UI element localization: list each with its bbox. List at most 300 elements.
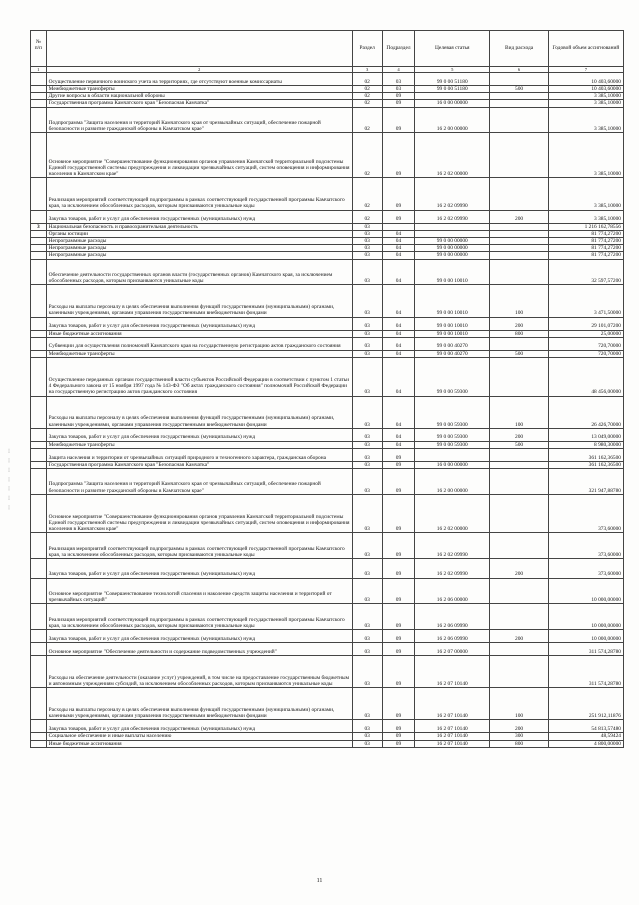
row-name-cell: Закупка товаров, работ и услуг для обеспечения государственных (муниципальных) нужд: [46, 559, 352, 578]
header-num: № п/п: [31, 31, 47, 67]
row-podrazdel-cell: 09: [382, 740, 414, 747]
table-row: [31, 73, 624, 86]
row-vr-cell: [490, 578, 548, 604]
row-sum-cell: 81 774,27200: [548, 230, 623, 237]
row-name-cell: Иные бюджетные ассигнования: [46, 740, 352, 747]
row-number-cell: [31, 259, 47, 285]
row-cst-cell: 99 0 00 59300: [415, 428, 490, 441]
table-row: [31, 210, 624, 223]
row-vr-cell: [490, 230, 548, 237]
row-cst-cell: 99 0 00 51180: [415, 85, 490, 92]
header-razdel: Раздел: [352, 31, 382, 67]
row-podrazdel-cell: 09: [382, 468, 414, 494]
row-podrazdel-cell: 04: [382, 252, 414, 259]
table-row: [31, 100, 624, 107]
row-number-cell: [31, 85, 47, 92]
row-razdel-cell: 03: [352, 357, 382, 396]
row-razdel-cell: 03: [352, 285, 382, 317]
row-cst-cell: 16 2 02 00000: [415, 494, 490, 533]
table-row: [31, 461, 624, 468]
row-name-cell: Расходы на выплаты персоналу в целях обеспечения выполнения функций государственными (муниципальными) органами, казенными учреждениями, органами управления государственными внебюджетными фондами: [46, 285, 352, 317]
row-razdel-cell: 03: [352, 733, 382, 740]
row-vr-cell: 100: [490, 396, 548, 428]
row-podrazdel-cell: 09: [382, 733, 414, 740]
row-vr-cell: [490, 533, 548, 559]
table-row: [31, 733, 624, 740]
row-sum-cell: 8 980,30000: [548, 441, 623, 448]
table-row: [31, 223, 624, 230]
table-row: [31, 252, 624, 259]
row-vr-cell: 200: [490, 210, 548, 223]
column-index: 5: [415, 67, 490, 73]
row-cst-cell: 16 2 02 00000: [415, 133, 490, 178]
row-cst-cell: 99 0 00 51180: [415, 73, 490, 86]
table-row: [31, 441, 624, 448]
row-podrazdel-cell: 09: [382, 107, 414, 133]
row-razdel-cell: 03: [352, 396, 382, 428]
row-vr-cell: [490, 223, 548, 230]
table-row: [31, 428, 624, 441]
row-cst-cell: 99 0 00 59300: [415, 396, 490, 428]
row-cst-cell: 99 0 00 59300: [415, 441, 490, 448]
table-row: [31, 740, 624, 747]
table-row: [31, 604, 624, 630]
header-podrazdel: Подраздел: [382, 31, 414, 67]
row-podrazdel-cell: 03: [382, 85, 414, 92]
table-row: [31, 259, 624, 285]
row-podrazdel-cell: 04: [382, 396, 414, 428]
row-sum-cell: 32 597,57200: [548, 259, 623, 285]
row-cst-cell: 99 0 00 10010: [415, 317, 490, 330]
row-number-cell: [31, 733, 47, 740]
row-podrazdel-cell: 04: [382, 237, 414, 244]
row-vr-cell: [490, 655, 548, 687]
row-cst-cell: 99 0 00 10010: [415, 259, 490, 285]
row-number-cell: [31, 350, 47, 357]
row-vr-cell: [490, 178, 548, 210]
row-razdel-cell: 03: [352, 448, 382, 461]
row-vr-cell: [490, 73, 548, 86]
row-name-cell: Закупка товаров, работ и услуг для обеспечения государственных (муниципальных) нужд: [46, 317, 352, 330]
row-sum-cell: 3 385,10000: [548, 210, 623, 223]
row-vr-cell: [490, 237, 548, 244]
row-name-cell: Расходы на обеспечение деятельности (оказание услуг) учреждений, в том числе на предоставление государственным бюджетным и автономным учреждениям субсидий, за исключением обособленных расходов, которым присваиваются уникальные коды: [46, 655, 352, 687]
row-razdel-cell: 03: [352, 337, 382, 350]
row-number-cell: 3: [31, 223, 47, 230]
row-podrazdel-cell: 04: [382, 350, 414, 357]
row-podrazdel-cell: 09: [382, 494, 414, 533]
row-cst-cell: [415, 93, 490, 100]
row-vr-cell: [490, 448, 548, 461]
row-number-cell: [31, 494, 47, 533]
row-name-cell: Обеспечение деятельности государственных органов власти (государственных органов) Камчатского края, за исключением обособленных расходов, которым присваиваются уникальные коды: [46, 259, 352, 285]
header-vr: Вид расхода: [490, 31, 548, 67]
row-sum-cell: 81 774,27200: [548, 237, 623, 244]
row-number-cell: [31, 720, 47, 733]
budget-table-body: [31, 73, 624, 748]
row-name-cell: Закупка товаров, работ и услуг для обеспечения государственных (муниципальных) нужд: [46, 630, 352, 643]
table-header-row: [31, 31, 624, 67]
header-sum: Годовой объем ассигнований: [548, 31, 623, 67]
row-razdel-cell: 03: [352, 252, 382, 259]
row-number-cell: [31, 396, 47, 428]
row-podrazdel-cell: 09: [382, 448, 414, 461]
row-name-cell: Основное мероприятие "Совершенствование функционирования органов управления Камчатской территориальной подсистемы Единой государственной системы предупреждения и ликвидации чрезвычайных ситуаций, систем оповещения и информирования населения в Камчатском крае": [46, 133, 352, 178]
table-row: [31, 230, 624, 237]
row-name-cell: Межбюджетные трансферты: [46, 441, 352, 448]
row-name-cell: Непрограммные расходы: [46, 237, 352, 244]
row-podrazdel-cell: 09: [382, 630, 414, 643]
row-podrazdel-cell: 04: [382, 330, 414, 337]
row-name-cell: Непрограммные расходы: [46, 245, 352, 252]
row-sum-cell: 48,59424: [548, 733, 623, 740]
row-name-cell: Основное мероприятие "Обеспечение деятельности и содержание подведомственных учреждений": [46, 643, 352, 656]
row-name-cell: Национальная безопасность и правоохранительная деятельность: [46, 223, 352, 230]
row-number-cell: [31, 93, 47, 100]
row-podrazdel-cell: 09: [382, 533, 414, 559]
row-cst-cell: 16 2 06 09990: [415, 604, 490, 630]
row-podrazdel-cell: 09: [382, 720, 414, 733]
row-cst-cell: 99 0 00 40270: [415, 350, 490, 357]
row-razdel-cell: 03: [352, 317, 382, 330]
table-row: [31, 237, 624, 244]
row-sum-cell: 4 800,00000: [548, 740, 623, 747]
column-index: 3: [352, 67, 382, 73]
row-name-cell: Другие вопросы в области национальной обороны: [46, 93, 352, 100]
row-cst-cell: 16 2 02 09990: [415, 178, 490, 210]
row-cst-cell: 16 2 02 09990: [415, 210, 490, 223]
row-vr-cell: [490, 604, 548, 630]
row-cst-cell: 99 0 00 10010: [415, 330, 490, 337]
row-sum-cell: 81 774,27200: [548, 252, 623, 259]
row-number-cell: [31, 630, 47, 643]
row-name-cell: Закупка товаров, работ и услуг для обеспечения государственных (муниципальных) нужд: [46, 720, 352, 733]
row-razdel-cell: 03: [352, 461, 382, 468]
row-razdel-cell: 03: [352, 350, 382, 357]
row-vr-cell: 100: [490, 285, 548, 317]
row-vr-cell: [490, 357, 548, 396]
row-cst-cell: 99 0 00 00000: [415, 252, 490, 259]
row-cst-cell: 16 2 00 00000: [415, 107, 490, 133]
row-number-cell: [31, 230, 47, 237]
row-vr-cell: [490, 494, 548, 533]
row-vr-cell: 500: [490, 85, 548, 92]
table-row: [31, 578, 624, 604]
row-vr-cell: 200: [490, 720, 548, 733]
row-razdel-cell: 02: [352, 93, 382, 100]
column-index: 7: [548, 67, 623, 73]
row-number-cell: [31, 448, 47, 461]
row-razdel-cell: 03: [352, 533, 382, 559]
row-name-cell: Реализация мероприятий соответствующей подпрограммы в рамках соответствующей государственной программы Камчатского края, за исключением обособленных расходов, которым присваиваются уникальные коды: [46, 178, 352, 210]
column-index: 1: [31, 67, 47, 73]
row-sum-cell: 311 574,28780: [548, 655, 623, 687]
table-row: [31, 93, 624, 100]
row-vr-cell: 500: [490, 350, 548, 357]
row-podrazdel-cell: 04: [382, 357, 414, 396]
row-razdel-cell: 02: [352, 85, 382, 92]
row-name-cell: Расходы на выплаты персоналу в целях обеспечения выполнения функций государственными (муниципальными) органами, казенными учреждениями, органами управления государственными внебюджетными фондами: [46, 396, 352, 428]
row-sum-cell: 720,70000: [548, 337, 623, 350]
row-number-cell: [31, 100, 47, 107]
row-cst-cell: 99 0 00 59300: [415, 357, 490, 396]
row-vr-cell: 300: [490, 733, 548, 740]
row-podrazdel-cell: 09: [382, 178, 414, 210]
row-sum-cell: 10 000,00000: [548, 630, 623, 643]
table-row: [31, 317, 624, 330]
row-number-cell: [31, 461, 47, 468]
row-razdel-cell: 03: [352, 245, 382, 252]
column-index: 4: [382, 67, 414, 73]
row-razdel-cell: 03: [352, 655, 382, 687]
row-podrazdel-cell: 09: [382, 578, 414, 604]
row-razdel-cell: 02: [352, 100, 382, 107]
row-number-cell: [31, 559, 47, 578]
table-row: [31, 396, 624, 428]
row-razdel-cell: 03: [352, 259, 382, 285]
row-podrazdel-cell: 09: [382, 133, 414, 178]
row-razdel-cell: 03: [352, 441, 382, 448]
row-razdel-cell: 03: [352, 688, 382, 720]
row-cst-cell: 16 2 07 00000: [415, 643, 490, 656]
header-cst: Целевая статья: [415, 31, 490, 67]
row-podrazdel-cell: 04: [382, 317, 414, 330]
column-index: 2: [46, 67, 352, 73]
row-name-cell: Закупка товаров, работ и услуг для обеспечения государственных (муниципальных) нужд: [46, 428, 352, 441]
row-razdel-cell: 02: [352, 210, 382, 223]
table-row: [31, 559, 624, 578]
table-row: [31, 688, 624, 720]
row-vr-cell: [490, 133, 548, 178]
row-sum-cell: 13 049,00000: [548, 428, 623, 441]
row-number-cell: [31, 107, 47, 133]
row-name-cell: Межбюджетные трансферты: [46, 350, 352, 357]
row-number-cell: [31, 428, 47, 441]
row-sum-cell: 48 456,00000: [548, 357, 623, 396]
table-row: [31, 245, 624, 252]
table-row: [31, 533, 624, 559]
row-cst-cell: 99 0 00 40270: [415, 337, 490, 350]
table-row: [31, 630, 624, 643]
row-cst-cell: 16 2 00 00000: [415, 468, 490, 494]
row-number-cell: [31, 285, 47, 317]
row-number-cell: [31, 337, 47, 350]
row-vr-cell: 200: [490, 428, 548, 441]
row-podrazdel-cell: 04: [382, 230, 414, 237]
row-number-cell: [31, 533, 47, 559]
row-razdel-cell: 03: [352, 230, 382, 237]
row-name-cell: Органы юстиции: [46, 230, 352, 237]
row-sum-cell: 25,00000: [548, 330, 623, 337]
row-podrazdel-cell: [382, 223, 414, 230]
row-vr-cell: 100: [490, 688, 548, 720]
row-sum-cell: 373,60000: [548, 533, 623, 559]
row-podrazdel-cell: 04: [382, 245, 414, 252]
row-name-cell: Социальное обеспечение и иные выплаты населению: [46, 733, 352, 740]
row-razdel-cell: 03: [352, 578, 382, 604]
row-sum-cell: 361 162,36500: [548, 461, 623, 468]
row-sum-cell: 10 000,00000: [548, 578, 623, 604]
row-sum-cell: 311 574,28780: [548, 643, 623, 656]
table-row: [31, 337, 624, 350]
table-row: [31, 643, 624, 656]
row-number-cell: [31, 73, 47, 86]
row-cst-cell: 16 2 07 10140: [415, 740, 490, 747]
row-name-cell: Иные бюджетные ассигнования: [46, 330, 352, 337]
table-row: [31, 330, 624, 337]
row-name-cell: Расходы на выплаты персоналу в целях обеспечения выполнения функций государственными (муниципальными) органами, казенными учреждениями, органами управления государственными внебюджетными фондами: [46, 688, 352, 720]
table-row: [31, 494, 624, 533]
row-number-cell: [31, 330, 47, 337]
row-sum-cell: 373,60000: [548, 559, 623, 578]
row-razdel-cell: 03: [352, 604, 382, 630]
row-razdel-cell: 02: [352, 73, 382, 86]
row-razdel-cell: 03: [352, 494, 382, 533]
row-podrazdel-cell: 09: [382, 655, 414, 687]
row-name-cell: Основное мероприятие "Совершенствование функционирования органов управления Камчатской территориальной подсистемы Единой государственной системы предупреждения и ликвидации чрезвычайных ситуаций, систем оповещения и информирования населения в Камчатском крае": [46, 494, 352, 533]
faded-margin-stamp: ▯ ▯ ▯ ▯ ▯ ▯ ▯: [6, 446, 12, 510]
row-cst-cell: 16 2 06 09990: [415, 630, 490, 643]
row-sum-cell: 10 000,00000: [548, 604, 623, 630]
row-razdel-cell: 03: [352, 428, 382, 441]
row-podrazdel-cell: 03: [382, 73, 414, 86]
row-number-cell: [31, 133, 47, 178]
row-sum-cell: 10 403,60000: [548, 85, 623, 92]
row-name-cell: Реализация мероприятий соответствующей подпрограммы в рамках соответствующей государственной программы Камчатского края, за исключением обособленных расходов, которым присваиваются уникальные коды: [46, 533, 352, 559]
row-vr-cell: [490, 461, 548, 468]
row-name-cell: Подпрограмма "Защита населения и территорий Камчатского края от чрезвычайных ситуаций, обеспечение пожарной безопасности и развитие гражданской обороны в Камчатском крае": [46, 107, 352, 133]
row-razdel-cell: 03: [352, 223, 382, 230]
row-cst-cell: 16 2 02 09990: [415, 533, 490, 559]
row-podrazdel-cell: 09: [382, 93, 414, 100]
row-sum-cell: 29 101,07200: [548, 317, 623, 330]
row-cst-cell: 16 2 02 09990: [415, 559, 490, 578]
row-cst-cell: 16 2 07 10140: [415, 733, 490, 740]
row-sum-cell: 3 471,50000: [548, 285, 623, 317]
row-number-cell: [31, 178, 47, 210]
row-vr-cell: [490, 245, 548, 252]
table-row: [31, 720, 624, 733]
row-sum-cell: 321 947,88780: [548, 468, 623, 494]
row-name-cell: Основное мероприятие "Совершенствование технологий спасения и наколение средств защиты населения и территорий от чрезвычайных ситуаций": [46, 578, 352, 604]
table-row: [31, 85, 624, 92]
table-row: [31, 350, 624, 357]
row-razdel-cell: 02: [352, 133, 382, 178]
page-number: 11: [316, 878, 323, 884]
row-cst-cell: 99 0 00 00000: [415, 245, 490, 252]
row-number-cell: [31, 643, 47, 656]
row-sum-cell: 720,70000: [548, 350, 623, 357]
row-sum-cell: 10 403,60000: [548, 73, 623, 86]
row-name-cell: Государственная программа Камчатского края "Безопасная Камчатка": [46, 100, 352, 107]
row-razdel-cell: 03: [352, 740, 382, 747]
row-cst-cell: 16 2 07 10140: [415, 720, 490, 733]
row-cst-cell: 99 0 00 10010: [415, 285, 490, 317]
row-sum-cell: 54 813,57480: [548, 720, 623, 733]
row-podrazdel-cell: 09: [382, 559, 414, 578]
row-podrazdel-cell: 04: [382, 428, 414, 441]
row-sum-cell: 3 385,10000: [548, 107, 623, 133]
table-row: [31, 357, 624, 396]
row-number-cell: [31, 655, 47, 687]
row-sum-cell: 3 385,10000: [548, 100, 623, 107]
row-podrazdel-cell: 09: [382, 604, 414, 630]
row-sum-cell: 361 162,36500: [548, 448, 623, 461]
table-row: [31, 133, 624, 178]
row-sum-cell: 251 912,11876: [548, 688, 623, 720]
row-number-cell: [31, 357, 47, 396]
row-razdel-cell: 03: [352, 468, 382, 494]
row-name-cell: Защита населения и территории от чрезвычайных ситуаций природного и техногенного характера, гражданская оборона: [46, 448, 352, 461]
row-vr-cell: [490, 93, 548, 100]
table-row: [31, 285, 624, 317]
row-podrazdel-cell: 09: [382, 100, 414, 107]
row-name-cell: Субвенции для осуществления полномочий Камчатского края на государственную регистрацию актов гражданского состояния: [46, 337, 352, 350]
row-razdel-cell: 03: [352, 559, 382, 578]
table-row: [31, 655, 624, 687]
row-sum-cell: 3 385,10000: [548, 178, 623, 210]
row-sum-cell: 26 426,70000: [548, 396, 623, 428]
row-razdel-cell: 02: [352, 107, 382, 133]
row-sum-cell: 3 385,10000: [548, 93, 623, 100]
row-name-cell: Осуществление переданных органам государственной власти субъектов Российской Федерации в соответствии с пунктом 1 статьи 4 Федерального закона от 15 ноября 1997 года № 143-ФЗ "Об актах гражданского состояния" полномочий Российской Федерации на государственную регистрацию актов гражданского состояния: [46, 357, 352, 396]
row-razdel-cell: 03: [352, 630, 382, 643]
column-index: 6: [490, 67, 548, 73]
row-vr-cell: [490, 468, 548, 494]
row-podrazdel-cell: 09: [382, 643, 414, 656]
row-cst-cell: [415, 230, 490, 237]
row-sum-cell: 1 216 162,78556: [548, 223, 623, 230]
row-number-cell: [31, 604, 47, 630]
row-number-cell: [31, 317, 47, 330]
row-vr-cell: 200: [490, 317, 548, 330]
row-cst-cell: 16 0 00 00000: [415, 461, 490, 468]
row-number-cell: [31, 245, 47, 252]
row-podrazdel-cell: 09: [382, 210, 414, 223]
row-vr-cell: 500: [490, 441, 548, 448]
row-number-cell: [31, 210, 47, 223]
row-number-cell: [31, 237, 47, 244]
row-number-cell: [31, 688, 47, 720]
table-row: [31, 178, 624, 210]
row-number-cell: [31, 468, 47, 494]
row-vr-cell: 800: [490, 740, 548, 747]
row-podrazdel-cell: 04: [382, 441, 414, 448]
row-cst-cell: [415, 223, 490, 230]
row-podrazdel-cell: 04: [382, 259, 414, 285]
row-razdel-cell: 03: [352, 720, 382, 733]
row-vr-cell: [490, 259, 548, 285]
row-cst-cell: 16 0 00 00000: [415, 100, 490, 107]
row-number-cell: [31, 441, 47, 448]
row-podrazdel-cell: 09: [382, 461, 414, 468]
row-cst-cell: 99 0 00 00000: [415, 237, 490, 244]
row-vr-cell: 200: [490, 630, 548, 643]
row-sum-cell: 3 385,10000: [548, 133, 623, 178]
row-vr-cell: [490, 100, 548, 107]
row-vr-cell: [490, 252, 548, 259]
budget-table: [30, 30, 624, 748]
row-razdel-cell: 03: [352, 330, 382, 337]
row-podrazdel-cell: 04: [382, 337, 414, 350]
row-name-cell: Подпрограмма "Защита населения и территорий Камчатского края от чрезвычайных ситуаций, обеспечение пожарной безопасности и развитие гражданской обороны в Камчатском крае": [46, 468, 352, 494]
row-vr-cell: 800: [490, 330, 548, 337]
row-name-cell: Непрограммные расходы: [46, 252, 352, 259]
row-name-cell: Реализация мероприятий соответствующей подпрограммы в рамках соответствующей государственной программы Камчатского края, за исключением обособленных расходов, которым присваиваются уникальные коды: [46, 604, 352, 630]
row-cst-cell: [415, 448, 490, 461]
row-podrazdel-cell: 09: [382, 688, 414, 720]
row-vr-cell: 200: [490, 559, 548, 578]
